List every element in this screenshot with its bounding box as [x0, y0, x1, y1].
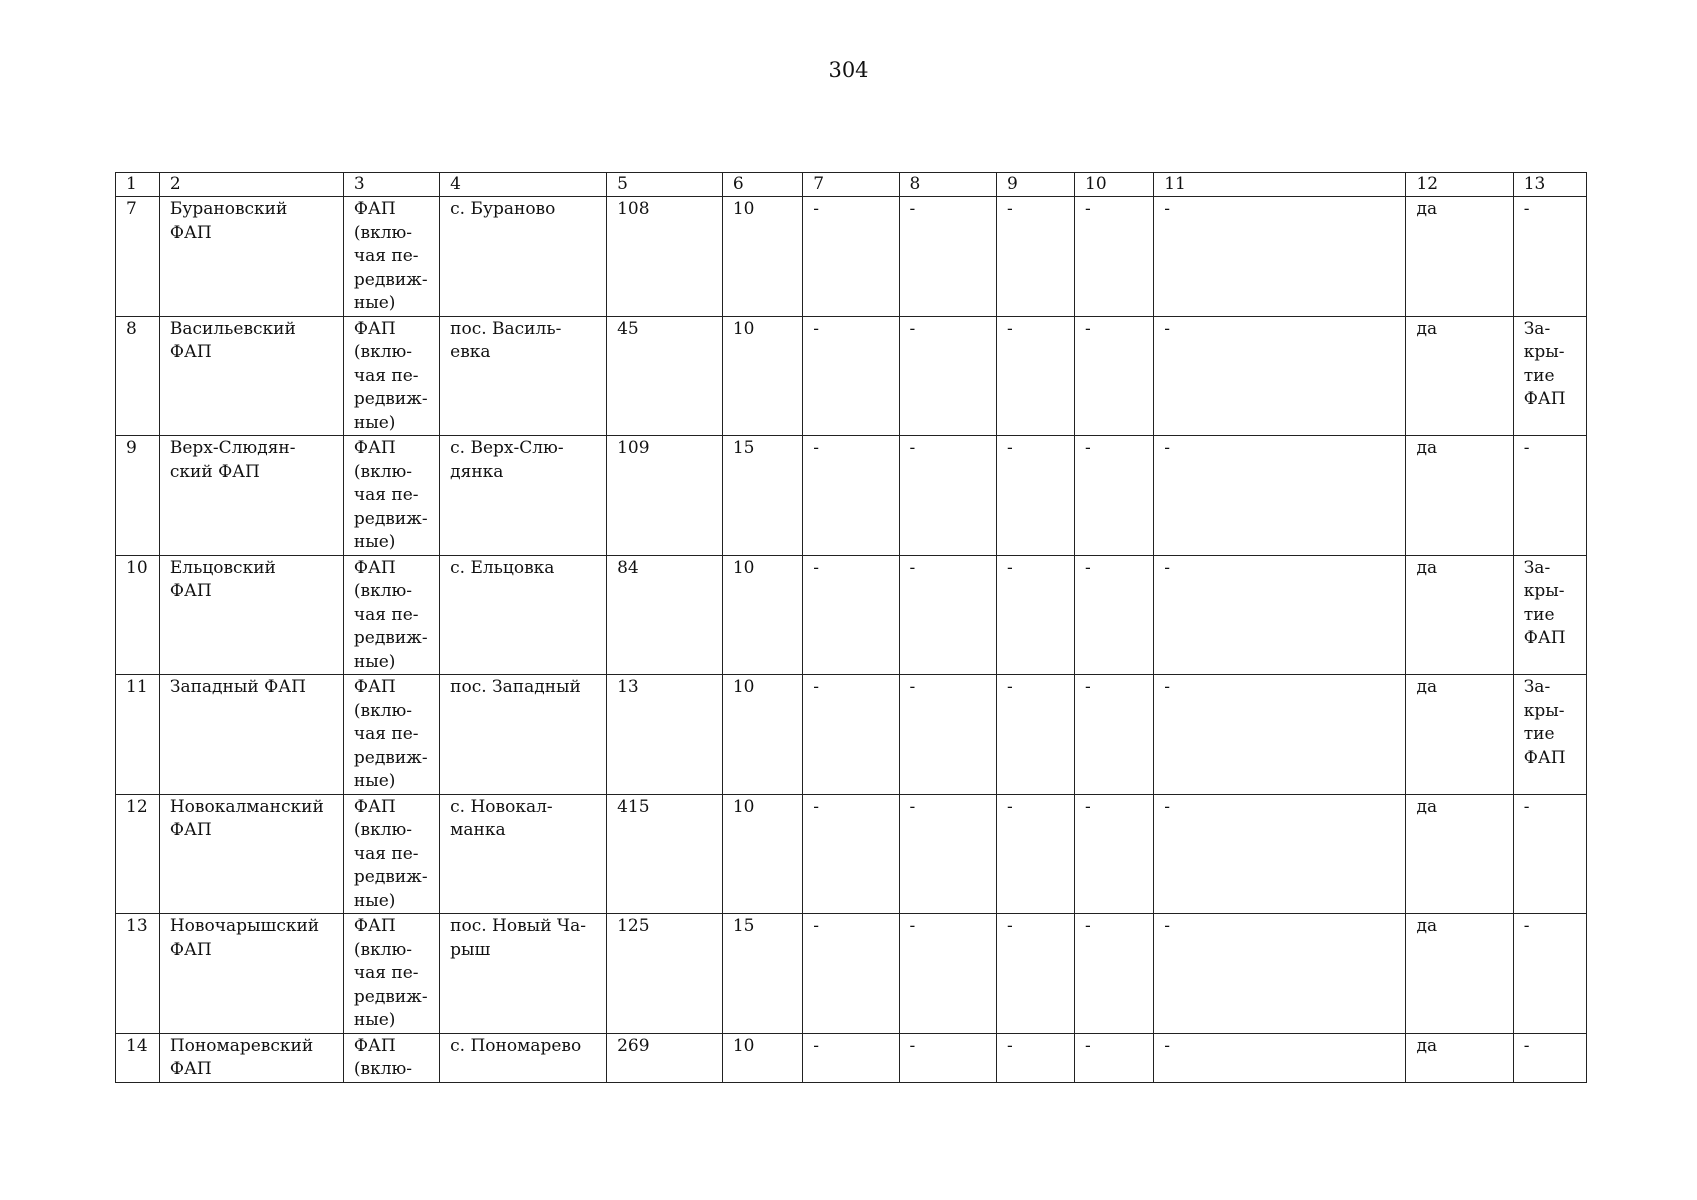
table-cell-col-13: За- кры- тие ФАП — [1513, 316, 1586, 436]
table-cell-col-10: - — [1075, 436, 1154, 556]
table-cell-col-5: 109 — [607, 436, 723, 556]
table-cell-col-13: За- кры- тие ФАП — [1513, 555, 1586, 675]
table-cell-col-8: - — [899, 1033, 996, 1082]
header-cell-5: 5 — [607, 173, 723, 197]
table-cell-col-1: 9 — [116, 436, 160, 556]
table-cell-col-6: 15 — [722, 914, 802, 1034]
table-cell-col-3: ФАП (вклю- чая пе- редвиж- ные) — [343, 555, 439, 675]
table-cell-col-1: 13 — [116, 914, 160, 1034]
header-cell-12: 12 — [1406, 173, 1513, 197]
table-cell-col-11: - — [1154, 675, 1406, 795]
table-cell-col-13: - — [1513, 197, 1586, 317]
table-cell-col-12: да — [1406, 914, 1513, 1034]
header-cell-9: 9 — [997, 173, 1075, 197]
header-cell-10: 10 — [1075, 173, 1154, 197]
table-cell-col-6: 10 — [722, 316, 802, 436]
table-cell-col-1: 14 — [116, 1033, 160, 1082]
table-cell-col-9: - — [997, 197, 1075, 317]
table-cell-col-7: - — [803, 1033, 899, 1082]
header-cell-6: 6 — [722, 173, 802, 197]
table-cell-col-4: с. Верх-Слю- дянка — [440, 436, 607, 556]
header-cell-4: 4 — [440, 173, 607, 197]
table-cell-col-12: да — [1406, 675, 1513, 795]
table-cell-col-13: За- кры- тие ФАП — [1513, 675, 1586, 795]
table-cell-col-11: - — [1154, 794, 1406, 914]
table-cell-col-1: 11 — [116, 675, 160, 795]
table-cell-col-7: - — [803, 675, 899, 795]
table-row — [116, 914, 1587, 1034]
table-cell-col-3: ФАП (вклю- чая пе- редвиж- ные) — [343, 794, 439, 914]
table-cell-col-3: ФАП (вклю- чая пе- редвиж- ные) — [343, 197, 439, 317]
table-cell-col-11: - — [1154, 316, 1406, 436]
table-cell-col-7: - — [803, 555, 899, 675]
table-cell-col-8: - — [899, 436, 996, 556]
header-cell-11: 11 — [1154, 173, 1406, 197]
header-cell-2: 2 — [159, 173, 343, 197]
table-cell-col-4: пос. Новый Ча- рыш — [440, 914, 607, 1034]
table-cell-col-8: - — [899, 675, 996, 795]
table-cell-col-8: - — [899, 197, 996, 317]
table-cell-col-4: пос. Западный — [440, 675, 607, 795]
table-row — [116, 794, 1587, 914]
table-cell-col-1: 7 — [116, 197, 160, 317]
table-cell-col-7: - — [803, 914, 899, 1034]
table-cell-col-2: Новокалманский ФАП — [159, 794, 343, 914]
table-cell-col-2: Верх-Слюдян- ский ФАП — [159, 436, 343, 556]
table-cell-col-9: - — [997, 914, 1075, 1034]
table-cell-col-10: - — [1075, 914, 1154, 1034]
table-cell-col-6: 10 — [722, 1033, 802, 1082]
table-cell-col-13: - — [1513, 1033, 1586, 1082]
table-cell-col-3: ФАП (вклю- чая пе- редвиж- ные) — [343, 436, 439, 556]
table-cell-col-10: - — [1075, 675, 1154, 795]
table-cell-col-13: - — [1513, 794, 1586, 914]
table-row — [116, 197, 1587, 317]
table-cell-col-4: с. Ельцовка — [440, 555, 607, 675]
table-cell-col-5: 84 — [607, 555, 723, 675]
table-cell-col-3: ФАП (вклю- чая пе- редвиж- ные) — [343, 316, 439, 436]
table-cell-col-10: - — [1075, 197, 1154, 317]
table-cell-col-13: - — [1513, 436, 1586, 556]
table-row — [116, 555, 1587, 675]
table-cell-col-11: - — [1154, 197, 1406, 317]
table-cell-col-7: - — [803, 316, 899, 436]
table-cell-col-8: - — [899, 316, 996, 436]
table-cell-col-9: - — [997, 555, 1075, 675]
table-cell-col-10: - — [1075, 316, 1154, 436]
table-cell-col-5: 415 — [607, 794, 723, 914]
table-cell-col-6: 10 — [722, 555, 802, 675]
table-cell-col-12: да — [1406, 794, 1513, 914]
header-cell-13: 13 — [1513, 173, 1586, 197]
table-cell-col-5: 125 — [607, 914, 723, 1034]
table-cell-col-11: - — [1154, 555, 1406, 675]
table-cell-col-9: - — [997, 1033, 1075, 1082]
table-cell-col-12: да — [1406, 555, 1513, 675]
table-row — [116, 436, 1587, 556]
header-cell-1: 1 — [116, 173, 160, 197]
header-cell-7: 7 — [803, 173, 899, 197]
table-cell-col-1: 8 — [116, 316, 160, 436]
table-cell-col-8: - — [899, 555, 996, 675]
table-cell-col-11: - — [1154, 1033, 1406, 1082]
table-cell-col-3: ФАП (вклю- — [343, 1033, 439, 1082]
table-cell-col-2: Васильевский ФАП — [159, 316, 343, 436]
table-cell-col-10: - — [1075, 1033, 1154, 1082]
table-cell-col-9: - — [997, 675, 1075, 795]
table-cell-col-13: - — [1513, 914, 1586, 1034]
table-cell-col-6: 10 — [722, 197, 802, 317]
table-cell-col-7: - — [803, 436, 899, 556]
page-number: 304 — [828, 58, 869, 82]
header-cell-8: 8 — [899, 173, 996, 197]
table-row — [116, 1033, 1587, 1082]
table-cell-col-6: 10 — [722, 794, 802, 914]
table-header-row — [116, 173, 1587, 197]
table-cell-col-3: ФАП (вклю- чая пе- редвиж- ные) — [343, 914, 439, 1034]
table-cell-col-2: Западный ФАП — [159, 675, 343, 795]
table-cell-col-2: Бурановский ФАП — [159, 197, 343, 317]
table-cell-col-6: 10 — [722, 675, 802, 795]
table-cell-col-2: Пономаревский ФАП — [159, 1033, 343, 1082]
table-cell-col-5: 108 — [607, 197, 723, 317]
table-cell-col-1: 10 — [116, 555, 160, 675]
table-cell-col-5: 45 — [607, 316, 723, 436]
table-cell-col-9: - — [997, 794, 1075, 914]
table-row — [116, 675, 1587, 795]
table-cell-col-8: - — [899, 914, 996, 1034]
table-cell-col-4: с. Пономарево — [440, 1033, 607, 1082]
table-cell-col-8: - — [899, 794, 996, 914]
table-cell-col-10: - — [1075, 555, 1154, 675]
table-row — [116, 316, 1587, 436]
table-cell-col-5: 13 — [607, 675, 723, 795]
table-cell-col-3: ФАП (вклю- чая пе- редвиж- ные) — [343, 675, 439, 795]
table-cell-col-4: с. Новокал- манка — [440, 794, 607, 914]
table-cell-col-4: пос. Василь- евка — [440, 316, 607, 436]
table-cell-col-1: 12 — [116, 794, 160, 914]
table-cell-col-4: с. Бураново — [440, 197, 607, 317]
header-cell-3: 3 — [343, 173, 439, 197]
table-cell-col-7: - — [803, 794, 899, 914]
table-cell-col-10: - — [1075, 794, 1154, 914]
table-cell-col-9: - — [997, 316, 1075, 436]
table-cell-col-2: Ельцовский ФАП — [159, 555, 343, 675]
table-cell-col-11: - — [1154, 914, 1406, 1034]
table-cell-col-12: да — [1406, 1033, 1513, 1082]
table-cell-col-12: да — [1406, 436, 1513, 556]
table-cell-col-9: - — [997, 436, 1075, 556]
table-cell-col-6: 15 — [722, 436, 802, 556]
table-cell-col-2: Новочарышский ФАП — [159, 914, 343, 1034]
table-cell-col-5: 269 — [607, 1033, 723, 1082]
table-cell-col-12: да — [1406, 197, 1513, 317]
facilities-table — [115, 172, 1587, 1083]
table-cell-col-7: - — [803, 197, 899, 317]
table-cell-col-11: - — [1154, 436, 1406, 556]
table-cell-col-12: да — [1406, 316, 1513, 436]
